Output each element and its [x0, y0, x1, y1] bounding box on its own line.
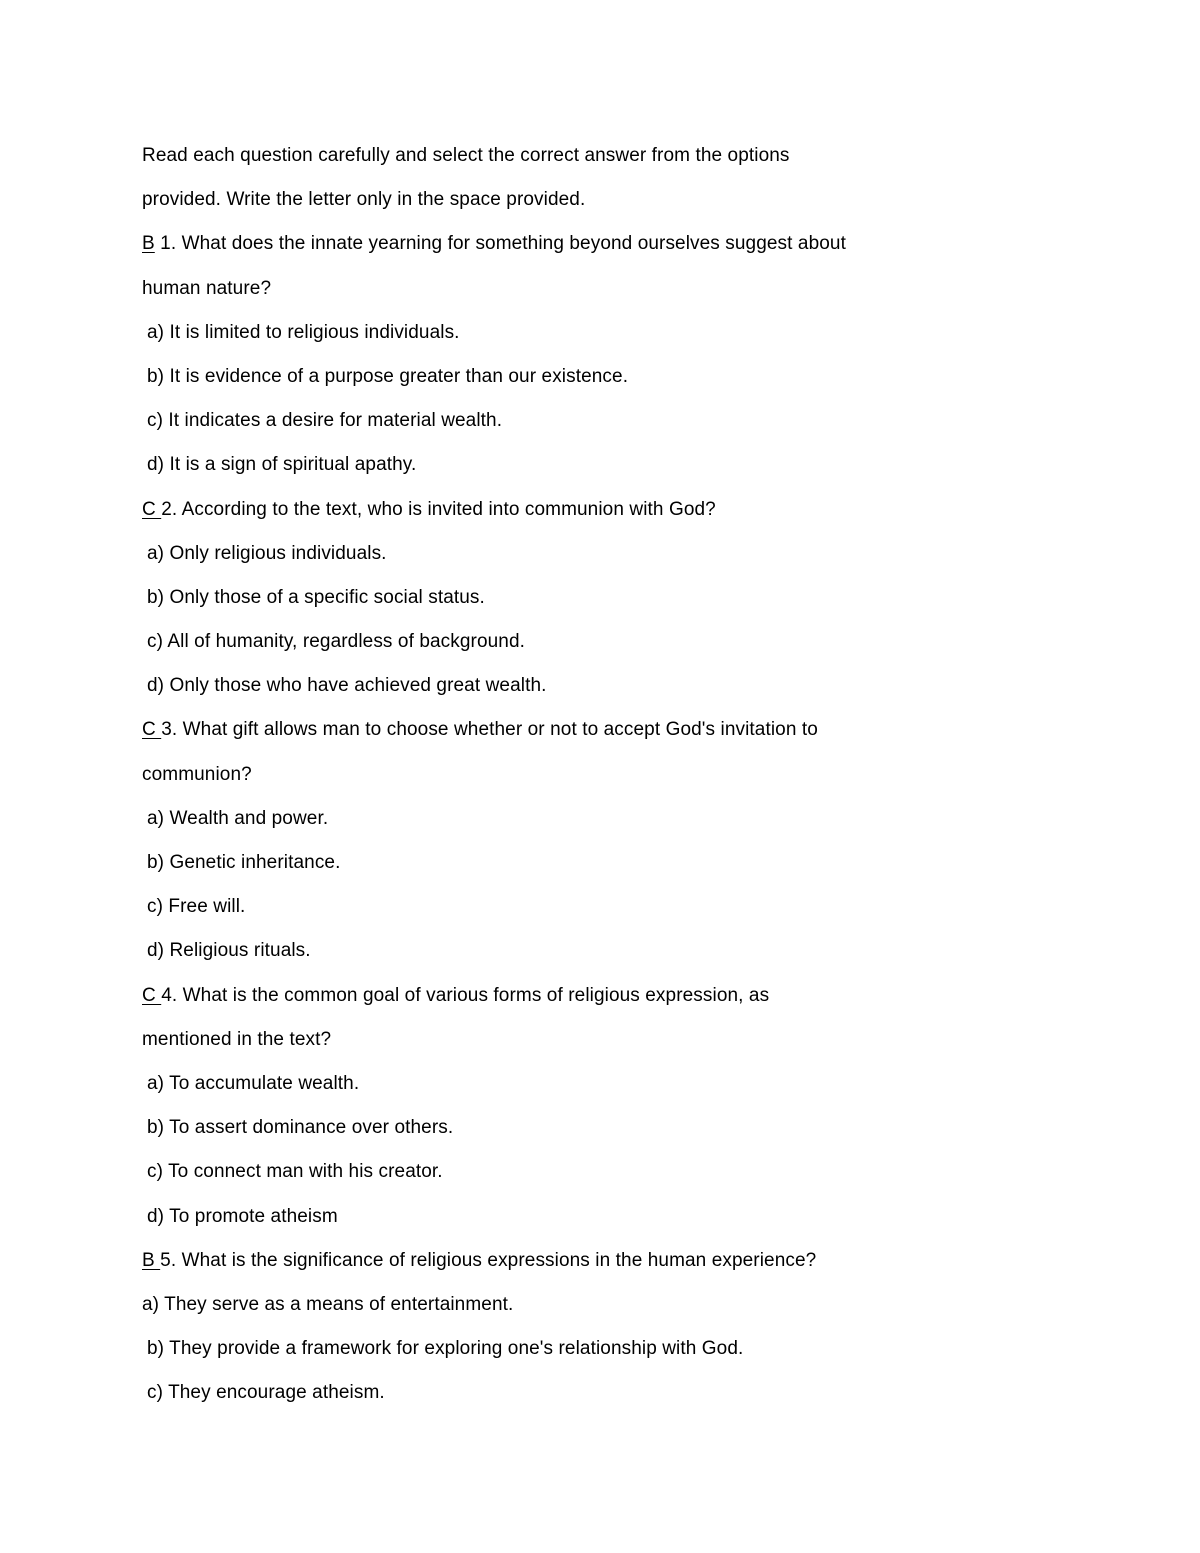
question-1-option-a: a) It is limited to religious individuals.	[147, 321, 460, 343]
question-5-text: 5. What is the significance of religious expressions in the human experience?	[160, 1249, 817, 1271]
question-3-text: 3. What gift allows man to choose whether or not to accept God's invitation to	[161, 719, 818, 741]
question-1	[142, 230, 1072, 274]
question-2-text: 2. According to the text, who is invited into communion with God?	[161, 498, 716, 520]
question-5-option-c: c) They encourage atheism.	[147, 1382, 385, 1404]
question-1-answer: B	[142, 233, 155, 255]
question-1-option-d: d) It is a sign of spiritual apathy.	[147, 454, 417, 476]
instructions-line-2: provided. Write the letter only in the space provided.	[142, 189, 586, 211]
question-4-option-d: d) To promote atheism	[147, 1205, 338, 1227]
question-1-text-continued: human nature?	[142, 277, 272, 299]
question-3-answer: C	[142, 719, 162, 741]
question-3-option-a: a) Wealth and power.	[147, 807, 329, 829]
question-2-option-c: c) All of humanity, regardless of background.	[147, 631, 526, 653]
question-2-option-a: a) Only religious individuals.	[147, 542, 387, 564]
quiz-content	[142, 142, 1072, 1423]
question-4-answer: C	[142, 984, 162, 1006]
question-5	[142, 1247, 1072, 1291]
question-5-answer: B	[142, 1249, 161, 1271]
question-3-option-b: b) Genetic inheritance.	[147, 852, 341, 873]
question-1-option-b: b) It is evidence of a purpose greater than our existence.	[147, 365, 629, 387]
question-5-option-b: b) They provide a framework for exploring one's relationship with God.	[147, 1338, 744, 1360]
question-4	[142, 982, 1072, 1026]
question-4-text: 4. What is the common goal of various forms of religious expression, as	[161, 984, 770, 1006]
question-2-option-d: d) Only those who have achieved great wealth.	[147, 675, 547, 697]
question-4-text-continued: mentioned in the text?	[142, 1028, 332, 1050]
question-3-option-c: c) Free will.	[147, 896, 246, 918]
question-4-option-a: a) To accumulate wealth.	[147, 1072, 360, 1094]
question-3-text-continued: communion?	[142, 763, 252, 785]
question-2-option-b: b) Only those of a specific social status.	[147, 586, 485, 608]
question-3-option-d: d) Religious rituals.	[147, 940, 311, 962]
question-4-option-c: c) To connect man with his creator.	[147, 1161, 443, 1183]
instructions-line-1: Read each question carefully and select the correct answer from the options	[142, 145, 790, 166]
question-5-option-a: a) They serve as a means of entertainment.	[142, 1293, 514, 1315]
question-1-option-c: c) It indicates a desire for material wealth.	[147, 410, 503, 432]
question-2-answer: C	[142, 498, 162, 520]
question-4-option-b: b) To assert dominance over others.	[147, 1117, 454, 1139]
question-3	[142, 716, 1072, 760]
question-2	[142, 496, 1072, 540]
question-1-text: 1. What does the innate yearning for something beyond ourselves suggest about	[154, 233, 846, 255]
